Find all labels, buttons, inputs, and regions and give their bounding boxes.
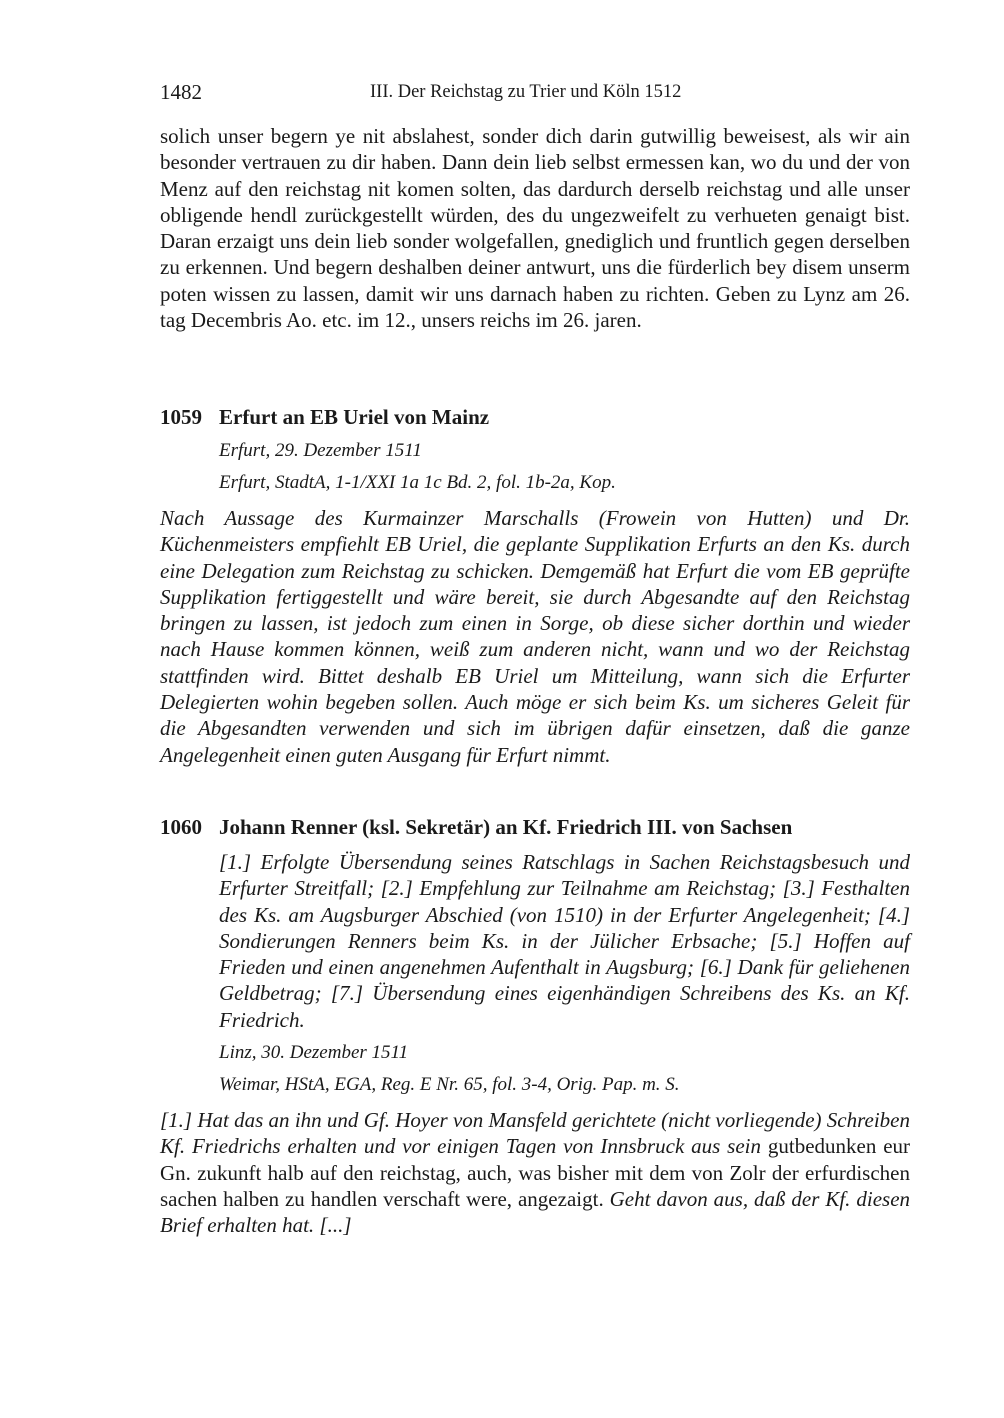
entry-1059-source: Erfurt, StadtA, 1-1/XXI 1a 1c Bd. 2, fol. 1b-2a, Kop. [219, 472, 616, 493]
body-italic-outro: Geht davon aus, daß der Kf. diesen Brief erhalten hat. [...] [160, 1186, 911, 1238]
entry-1060-heading [160, 815, 910, 840]
entry-1060-regest: [1.] Erfolgte Übersendung seines Ratschlags in Sachen Reichstagsbesuch und Erfurter Streitfall; [2.] Empfehlung zur Teilnahme am Reichstag; [3.] Festhalten des Ks. am Augsburger Abschied (von 1510) in der Erfurter Angelegenheit; [4.] Sondierungen Renners beim Ks. in der Jülicher Erbsache; [5.] Hoffen auf Frieden und einen angenehmen Aufenthalt in Augsburg; [6.] Dank für geliehenen Geldbetrag; [7.] Übersendung eines eigenhändigen Schreibens des Ks. an Kf. Friedrich. [219, 850, 910, 1032]
entry-number: 1059 [160, 405, 202, 429]
entry-1059-date: Erfurt, 29. Dezember 1511 [219, 440, 422, 461]
entry-1060-body [160, 1107, 910, 1238]
running-title: III. Der Reichstag zu Trier und Köln 1512 [370, 82, 682, 102]
entry-1059-heading [160, 405, 910, 430]
running-header [160, 80, 910, 106]
entry-title: Erfurt an EB Uriel von Mainz [219, 405, 490, 429]
entry-1060-source: Weimar, HStA, EGA, Reg. E Nr. 65, fol. 3-4, Orig. Pap. m. S. [219, 1074, 680, 1095]
entry-1060-date: Linz, 30. Dezember 1511 [219, 1042, 409, 1063]
body-italic-intro: [1.] Hat das an ihn und Gf. Hoyer von Mansfeld gerichtete (nicht vorliegende) Schreiben Kf. Friedrichs erhalten und vor einigen Tagen von Innsbruck aus sein [160, 1108, 910, 1159]
entry-number: 1060 [160, 815, 202, 839]
body-quoted-text: gutbedunken eur Gn. zukunft halb auf den reichstag, auch, was bisher mit dem von Zolr der erfurdischen sachen halben zu handlen verschaft were, angezaigt. [160, 1134, 911, 1211]
entry-1059-summary: Nach Aussage des Kurmainzer Marschalls (Frowein von Hutten) und Dr. Küchenmeisters empfiehlt EB Uriel, die geplante Supplikation Erfurts an den Ks. durch eine Delegation zum Reichstag zu schicken. Demgemäß hat Erfurt die vom EB geprüfte Supplikation fertiggestellt und wäre bereit, sie durch Abgesandte auf den Reichstag bringen zu lassen, ist jedoch zum einen in Sorge, ob diese sicher dorthin und wieder nach Hause kommen können, weiß zum anderen nicht, wann und wo der Reichstag stattfinden wird. Bittet deshalb EB Uriel um Mitteilung, wann sich die Erfurter Delegierten wohin begeben sollen. Auch möge er sich beim Ks. um sicheres Geleit für die Abgesandten verwenden und sich im übrigen dafür einsetzen, daß die ganze Angelegenheit einen guten Ausgang für Erfurt nimmt. [160, 506, 910, 767]
entry-title: Johann Renner (ksl. Sekretär) an Kf. Friedrich III. von Sachsen [219, 815, 793, 839]
continuation-paragraph: solich unser begern ye nit abslahest, sonder dich darin gutwillig beweisest, als wir ain besonder vertrauen zu dir haben. Dann dein lieb selbst ermessen kan, wo du und der von Menz auf den reichstag nit komen solten, das dardurch derselb reichstag und alle unser obligende hendl zurückgestellt würden, des du ungezweifelt zu verhueten genaigt bist. Daran erzaigt uns dein lieb sonder wolgefallen, gnediglich und fruntlich gegen derselben zu erkennen. Und begern deshalben deiner antwurt, uns die fürderlich bey disem unserm poten wissen zu lassen, damit wir uns darnach haben zu richten. Geben zu Lynz am 26. tag Decembris Ao. etc. im 12., unsers reichs im 26. jaren. [160, 124, 910, 333]
page-number: 1482 [160, 80, 202, 104]
